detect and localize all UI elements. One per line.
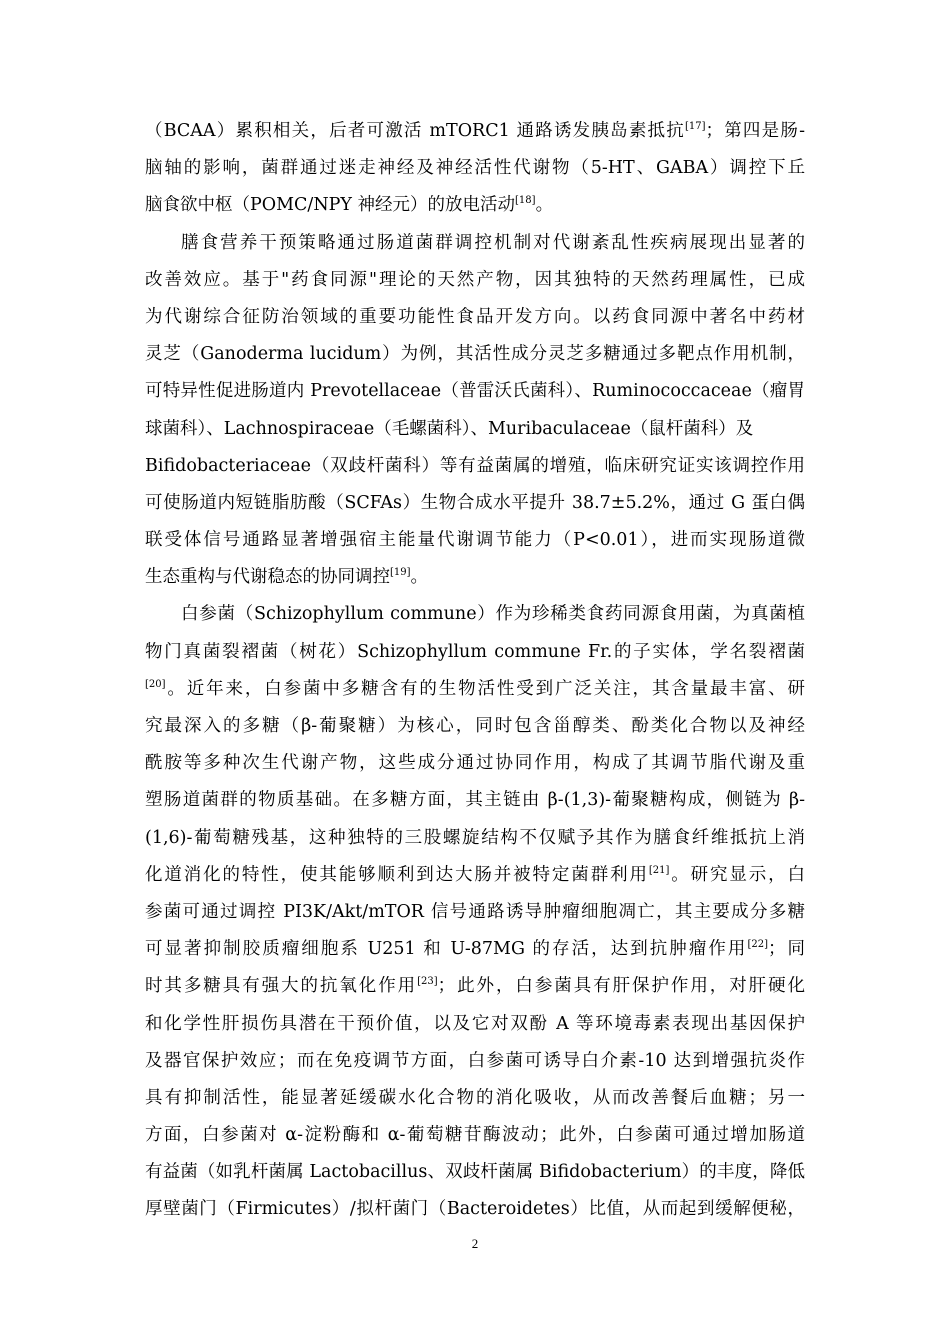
- text-line: 化道消化的特性，使其能够顺利到达大肠并被特定菌群利用[21]。研究显示，白: [145, 864, 805, 885]
- text-line: [20]。近年来，白参菌中多糖含有的生物活性受到广泛关注，其含量最丰富、研: [145, 678, 805, 699]
- text-line: 球菌科）、Lachnospiraceae（毛螺菌科）、Muribaculaceae（鼠杆菌科）及: [145, 418, 754, 439]
- text-line: 时其多糖具有强大的抗氧化作用[23]；此外，白参菌具有肝保护作用，对肝硬化: [145, 976, 805, 997]
- text-line: (1,6)-葡萄糖残基，这种独特的三股螺旋结构不仅赋予其作为膳食纤维抵抗上消: [145, 827, 805, 848]
- text-line: 参菌可通过调控 PI3K/Akt/mTOR 信号通路诱导肿瘤细胞凋亡，其主要成分多糖: [145, 901, 805, 922]
- paragraph-first-line: 膳食营养干预策略通过肠道菌群调控机制对代谢紊乱性疾病展现出显著的: [181, 232, 805, 253]
- text-line: 生态重构与代谢稳态的协同调控[19]。: [145, 567, 429, 588]
- text-line: 及器官保护效应；而在免疫调节方面，白参菌可诱导白介素-10 达到增强抗炎作: [145, 1050, 805, 1071]
- text-line: 联受体信号通路显著增强宿主能量代谢调节能力（P<0.01），进而实现肠道微: [145, 530, 805, 551]
- text-line: 脑轴的影响，菌群通过迷走神经及神经活性代谢物（5-HT、GABA）调控下丘: [145, 158, 805, 179]
- text-line: 灵芝（Ganoderma lucidum）为例，其活性成分灵芝多糖通过多靶点作用机制，: [145, 344, 805, 365]
- text-line: 改善效应。基于"药食同源"理论的天然产物，因其独特的天然药理属性，已成: [145, 269, 805, 290]
- body-text: [145, 113, 805, 1229]
- text-line: 方面，白参菌对 α-淀粉酶和 α-葡萄糖苷酶波动；此外，白参菌可通过增加肠道: [145, 1125, 805, 1146]
- paragraph-first-line: 白参菌（Schizophyllum commune）作为珍稀类食药同源食用菌，为真菌植: [181, 604, 805, 625]
- page-number: 2: [471, 1236, 479, 1251]
- text-line: 可显著抑制胶质瘤细胞系 U251 和 U-87MG 的存活，达到抗肿瘤作用[22]；同: [145, 939, 805, 960]
- text-line: 物门真菌裂褶菌（树花）Schizophyllum commune Fr.的子实体，学名裂褶菌: [145, 641, 805, 662]
- text-line: 和化学性肝损伤具潜在干预价值，以及它对双酚 A 等环境毒素表现出基因保护: [145, 1013, 805, 1034]
- text-line: 有益菌（如乳杆菌属 Lactobacillus、双歧杆菌属 Bifidobacterium）的丰度，降低: [145, 1162, 805, 1183]
- text-line: 为代谢综合征防治领域的重要功能性食品开发方向。以药食同源中著名中药材: [145, 306, 805, 327]
- text-line: 究最深入的多糖（β-葡聚糖）为核心，同时包含甾醇类、酚类化合物以及神经: [145, 716, 805, 736]
- text-line: （BCAA）累积相关，后者可激活 mTORC1 通路诱发胰岛素抵抗[17]；第四是肠-: [145, 121, 805, 141]
- text-line: 塑肠道菌群的物质基础。在多糖方面，其主链由 β-(1,3)-葡聚糖构成，侧链为 β-: [145, 790, 805, 811]
- text-line: 可特异性促进肠道内 Prevotellaceae（普雷沃氏菌科）、Ruminococcaceae（瘤胃: [145, 381, 805, 402]
- text-line: Bifidobacteriaceae（双歧杆菌科）等有益菌属的增殖，临床研究证实该调控作用: [145, 455, 805, 476]
- text-line: 可使肠道内短链脂肪酸（SCFAs）生物合成水平提升 38.7±5.2%，通过 G 蛋白偶: [145, 492, 805, 513]
- text-line: 具有抑制活性，能显著延缓碳水化合物的消化吸收，从而改善餐后血糖；另一: [145, 1087, 805, 1108]
- text-line: 脑食欲中枢（POMC/NPY 神经元）的放电活动[18]。: [145, 195, 554, 216]
- text-line: 酰胺等多种次生代谢产物，这些成分通过协同作用，构成了其调节脂代谢及重: [145, 753, 805, 774]
- text-line: 厚壁菌门（Firmicutes）/拟杆菌门（Bacteroidetes）比值，从而起到缓解便秘，: [145, 1199, 805, 1220]
